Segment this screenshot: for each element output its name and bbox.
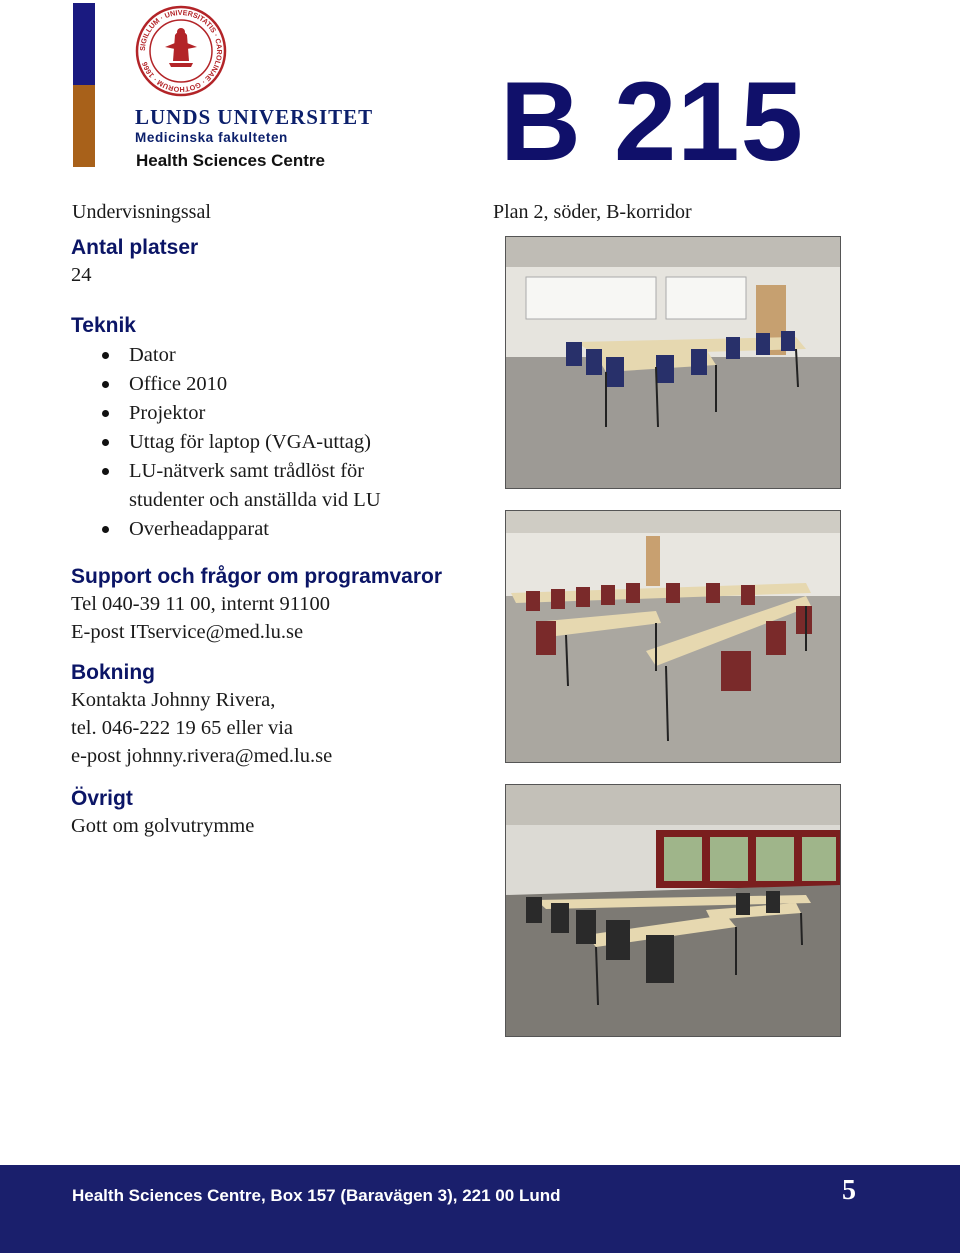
booking-contact: Kontakta Johnny Rivera, [71,689,276,711]
room-info-column [71,235,491,840]
support-email: E-post ITservice@med.lu.se [71,621,304,643]
bullet-icon [102,439,109,446]
bullet-icon [102,352,109,359]
page-number: 5 [842,1175,856,1206]
support-heading: Support och frågor om programvaror [71,565,443,588]
logo-bar-blue [73,3,95,85]
other-heading: Övrigt [71,787,133,810]
university-seal-logo [135,5,227,97]
seats-heading: Antal platser [71,236,199,259]
booking-heading: Bokning [71,661,155,684]
centre-name: Health Sciences Centre [136,151,325,170]
list-item: LU-nätverk samt trådlöst för [71,457,491,486]
faculty-name: Medicinska fakulteten [135,130,288,145]
tech-list [71,341,491,544]
seats-value: 24 [71,264,92,286]
room-photo-1 [505,236,841,489]
bullet-icon [102,381,109,388]
booking-phone: tel. 046-222 19 65 eller via [71,717,294,739]
list-item: Office 2010 [71,370,491,399]
room-type: Undervisningssal [72,201,211,223]
list-item: Uttag för laptop (VGA-uttag) [71,428,491,457]
room-code-title: B 215 [500,59,804,184]
booking-email: e-post johnny.rivera@med.lu.se [71,745,333,767]
page-footer [0,1165,960,1253]
list-item-continuation: studenter och anställda vid LU [129,489,381,511]
bullet-icon [102,410,109,417]
room-photo-2 [505,510,841,763]
other-value: Gott om golvutrymme [71,815,255,837]
bullet-icon [102,468,109,475]
room-location: Plan 2, söder, B-korridor [493,201,692,223]
list-item: Overheadapparat [71,515,491,544]
tech-heading: Teknik [71,314,136,337]
list-item: Dator [71,341,491,370]
footer-address: Health Sciences Centre, Box 157 (Baravägen 3), 221 00 Lund [72,1186,561,1205]
support-phone: Tel 040-39 11 00, internt 91100 [71,593,330,615]
room-photo-3 [505,784,841,1037]
bullet-icon [102,526,109,533]
seal-text: SIGILLUM · UNIVERSITATIS · CAROLINAE · GOTHORUM · 1666 [137,7,225,95]
logo-bar-gold [73,85,95,167]
list-item: Projektor [71,399,491,428]
university-name: LUNDS UNIVERSITET [135,105,374,129]
